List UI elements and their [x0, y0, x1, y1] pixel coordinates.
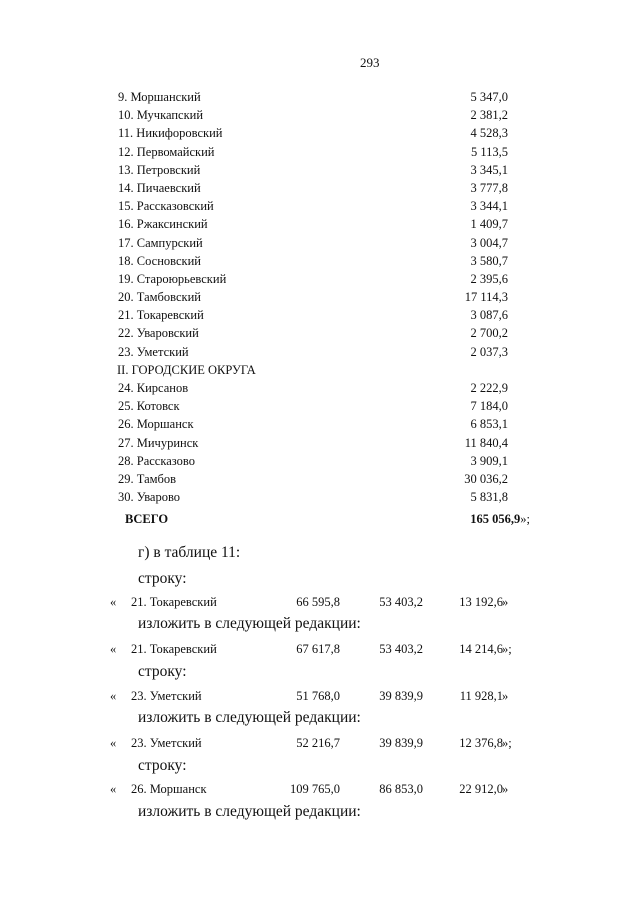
row-label: строку:: [138, 570, 187, 587]
district-name: 19. Староюрьевский: [118, 271, 227, 286]
quote-close: »: [502, 595, 509, 609]
table-row: [118, 270, 508, 288]
city-value: 3 909,1: [470, 453, 508, 468]
new-edition-text: изложить в следующей редакции:: [138, 615, 361, 632]
table-row: [118, 306, 508, 324]
amend-row-col1: 52 216,7: [296, 736, 340, 750]
table-row: [118, 434, 508, 452]
amend-row-col2: 86 853,0: [379, 782, 423, 796]
table-row: [118, 124, 508, 142]
amend-row: [110, 595, 525, 613]
amend-row-col3: 12 376,8: [459, 736, 503, 750]
page-number: 293: [360, 55, 380, 70]
quote-close: »;: [502, 736, 512, 750]
amend-row: [110, 736, 525, 754]
district-name: 12. Первомайский: [118, 144, 215, 159]
amend-row: [110, 689, 525, 707]
amend-row-col2: 53 403,2: [379, 595, 423, 609]
city-name: 27. Мичуринск: [118, 435, 199, 450]
district-value: 3 345,1: [470, 162, 508, 177]
table-row: [118, 288, 508, 306]
table-row: [118, 415, 508, 433]
table-row: [118, 234, 508, 252]
amend-row-name: 21. Токаревский: [131, 595, 217, 609]
city-name: 24. Кирсанов: [118, 381, 189, 395]
city-value: 2 222,9: [470, 381, 508, 395]
table-row: [118, 470, 508, 488]
district-name: 15. Рассказовский: [118, 199, 214, 214]
district-name: 14. Пичаевский: [118, 180, 201, 195]
table-row: [118, 143, 508, 161]
district-value: 17 114,3: [464, 290, 508, 305]
amend-row-col2: 39 839,9: [379, 736, 423, 750]
amend-row: [110, 642, 525, 660]
amend-row-col2: 39 839,9: [379, 689, 423, 703]
amend-row-col3: 22 912,0: [459, 782, 503, 796]
city-value: 11 840,4: [464, 435, 508, 450]
city-value: 5 831,8: [470, 490, 508, 505]
table-row: [118, 379, 508, 397]
table-row: [118, 324, 508, 342]
table-row: [118, 397, 508, 415]
amend-row-col1: 66 595,8: [296, 595, 340, 609]
district-value: 5 347,0: [470, 90, 508, 104]
city-value: 30 036,2: [464, 471, 508, 486]
district-name: 20. Тамбовский: [118, 290, 201, 305]
table-row: [118, 343, 508, 361]
district-value: 3 580,7: [470, 253, 508, 268]
section-heading: II. ГОРОДСКИЕ ОКРУГА: [117, 362, 256, 377]
amend-row-col3: 13 192,6: [459, 595, 503, 609]
amend-row-col1: 51 768,0: [296, 689, 340, 703]
table-row: [118, 179, 508, 197]
amend-row-name: 23. Уметский: [131, 689, 202, 703]
quote-open: «: [110, 736, 117, 750]
city-name: 25. Котовск: [118, 399, 180, 414]
amend-row-name: 21. Токаревский: [131, 642, 217, 656]
row-label: строку:: [138, 757, 187, 774]
table-row: [118, 197, 508, 215]
district-value: 4 528,3: [470, 126, 508, 141]
district-value: 5 113,5: [470, 144, 508, 159]
city-name: 28. Рассказово: [118, 453, 195, 468]
district-value: 3 777,8: [470, 180, 508, 195]
amend-row-col1: 67 617,8: [296, 642, 340, 656]
quote-open: «: [110, 689, 117, 703]
district-name: 23. Уметский: [118, 344, 189, 359]
district-name: 13. Петровский: [118, 162, 201, 177]
district-name: 11. Никифоровский: [118, 126, 223, 141]
district-name: 22. Уваровский: [118, 326, 199, 341]
quote-close: »: [502, 782, 509, 796]
district-value: 2 700,2: [470, 326, 508, 341]
district-value: 2 381,2: [470, 108, 508, 123]
quote-close: »;: [502, 642, 512, 656]
district-name: 9. Моршанский: [118, 90, 201, 104]
district-name: 21. Токаревский: [118, 308, 204, 323]
total-label: ВСЕГО: [125, 512, 169, 526]
district-name: 17. Сампурский: [118, 235, 203, 250]
district-value: 1 409,7: [470, 217, 508, 232]
city-name: 30. Уварово: [118, 490, 181, 505]
table11-intro: г) в таблице 11:: [138, 544, 241, 561]
total-value: 165 056,9: [470, 512, 521, 526]
district-value: 2 037,3: [470, 344, 508, 359]
amend-row-col1: 109 765,0: [290, 782, 340, 796]
new-edition-text: изложить в следующей редакции:: [138, 709, 361, 726]
table-row: [118, 106, 508, 124]
amend-row-name: 23. Уметский: [131, 736, 202, 750]
district-value: 2 395,6: [470, 271, 508, 286]
district-value: 3 344,1: [470, 199, 508, 214]
row-label: строку:: [138, 663, 187, 680]
district-name: 18. Сосновский: [118, 253, 201, 268]
table-row: [118, 88, 508, 106]
amend-row-col3: 11 928,1: [459, 689, 503, 703]
city-value: 7 184,0: [470, 399, 508, 414]
table-row: [118, 215, 508, 233]
table-row: [118, 452, 508, 470]
amend-row-col2: 53 403,2: [379, 642, 423, 656]
quote-close: »: [502, 689, 509, 703]
table-row: [118, 252, 508, 270]
total-quote-close: »;: [520, 512, 530, 526]
city-value: 6 853,1: [470, 417, 508, 432]
distribution-table: [118, 88, 508, 506]
city-name: 26. Моршанск: [118, 417, 194, 432]
quote-open: «: [110, 782, 117, 796]
table-row: [118, 488, 508, 506]
amend-row: [110, 782, 525, 800]
quote-open: «: [110, 642, 117, 656]
district-value: 3 087,6: [470, 308, 508, 323]
district-value: 3 004,7: [470, 235, 508, 250]
amend-row-name: 26. Моршанск: [131, 782, 207, 796]
district-name: 16. Ржаксинский: [118, 217, 208, 232]
city-name: 29. Тамбов: [118, 471, 177, 486]
amend-row-col3: 14 214,6: [459, 642, 503, 656]
district-name: 10. Мучкапский: [118, 108, 204, 123]
new-edition-text: изложить в следующей редакции:: [138, 803, 361, 820]
table-row: [118, 161, 508, 179]
quote-open: «: [110, 595, 117, 609]
total-row: [125, 512, 530, 530]
